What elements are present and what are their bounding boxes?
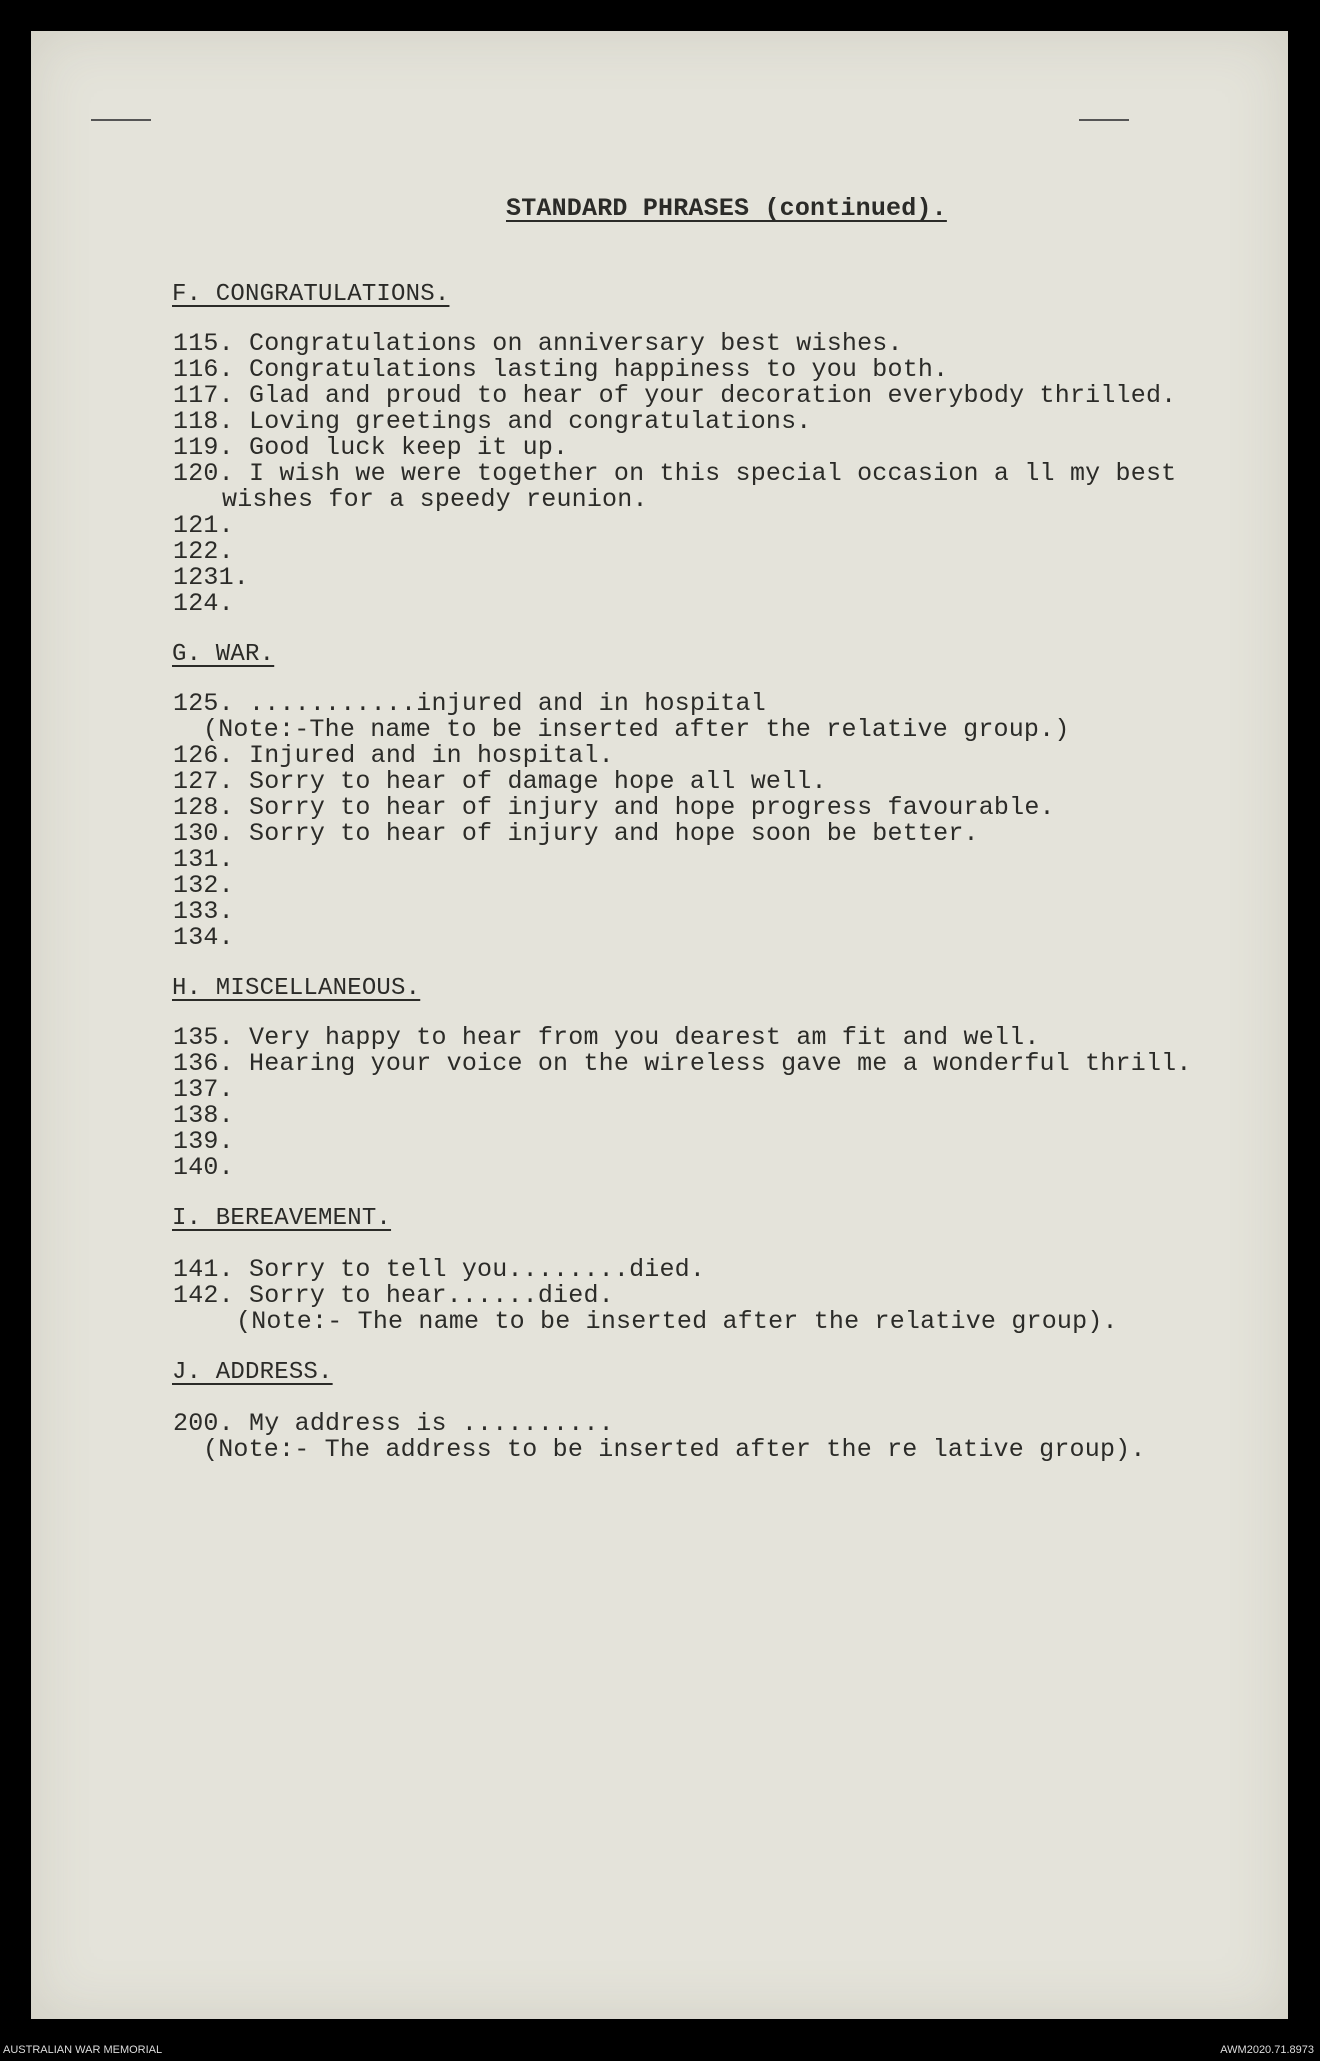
phrase-line: 130. Sorry to hear of injury and hope soon be better. xyxy=(173,819,979,848)
section-heading-address: J. ADDRESS. xyxy=(172,1359,333,1386)
phrase-line: 128. Sorry to hear of injury and hope progress favourable. xyxy=(173,793,1055,822)
document-body xyxy=(31,31,1288,2019)
ink-mark xyxy=(1079,119,1129,121)
phrase-line: 116. Congratulations lasting happiness to you both. xyxy=(173,355,949,384)
phrase-line: 118. Loving greetings and congratulations. xyxy=(173,407,812,436)
phrase-line: 141. Sorry to tell you........died. xyxy=(173,1255,706,1284)
phrase-line: 137. xyxy=(173,1075,234,1104)
phrase-line: 126. Injured and in hospital. xyxy=(173,741,614,770)
phrase-line: 131. xyxy=(173,845,234,874)
phrase-line: 133. xyxy=(173,897,234,926)
document-page xyxy=(31,31,1288,2019)
section-heading-bereavement: I. BEREAVEMENT. xyxy=(172,1205,392,1232)
phrase-line: 200. My address is .......... xyxy=(173,1409,614,1438)
phrase-line: 1231. xyxy=(173,563,250,592)
phrase-line: 140. xyxy=(173,1153,234,1182)
phrase-line: 135. Very happy to hear from you dearest am fit and well. xyxy=(173,1023,1040,1052)
section-heading-miscellaneous: H. MISCELLANEOUS. xyxy=(172,975,421,1002)
phrase-line: 121. xyxy=(173,511,234,540)
phrase-line: 132. xyxy=(173,871,234,900)
phrase-line: 124. xyxy=(173,589,234,618)
phrase-line: 119. Good luck keep it up. xyxy=(173,433,569,462)
phrase-line: 120. I wish we were together on this special occasion a ll my best xyxy=(173,459,1177,488)
phrase-line: 142. Sorry to hear......died. xyxy=(173,1281,614,1310)
phrase-line: 122. xyxy=(173,537,234,566)
phrase-line: 125. ...........injured and in hospital xyxy=(173,689,766,718)
phrase-line: 139. xyxy=(173,1127,234,1156)
phrase-line: 127. Sorry to hear of damage hope all well. xyxy=(173,767,827,796)
ink-mark xyxy=(91,119,151,121)
section-heading-war: G. WAR. xyxy=(172,641,275,668)
footer-accession-number: AWM2020.71.8973 xyxy=(1220,2044,1314,2056)
section-heading-congratulations: F. CONGRATULATIONS. xyxy=(172,281,450,308)
phrase-line-continued: wishes for a speedy reunion. xyxy=(222,485,648,514)
phrase-note: (Note:-The name to be inserted after the relative group.) xyxy=(203,715,1070,744)
phrase-line: 136. Hearing your voice on the wireless gave me a wonderful thrill. xyxy=(173,1049,1192,1078)
phrase-line: 117. Glad and proud to hear of your decoration everybody thrilled. xyxy=(173,381,1177,410)
phrase-line: 134. xyxy=(173,923,234,952)
phrase-note: (Note:- The name to be inserted after the relative group). xyxy=(236,1307,1118,1336)
phrase-line: 115. Congratulations on anniversary best wishes. xyxy=(173,329,903,358)
page-title: STANDARD PHRASES (continued). xyxy=(506,194,947,223)
footer-credit: AUSTRALIAN WAR MEMORIAL xyxy=(3,2044,163,2056)
phrase-line: 138. xyxy=(173,1101,234,1130)
phrase-note: (Note:- The address to be inserted after the re lative group). xyxy=(203,1435,1146,1464)
